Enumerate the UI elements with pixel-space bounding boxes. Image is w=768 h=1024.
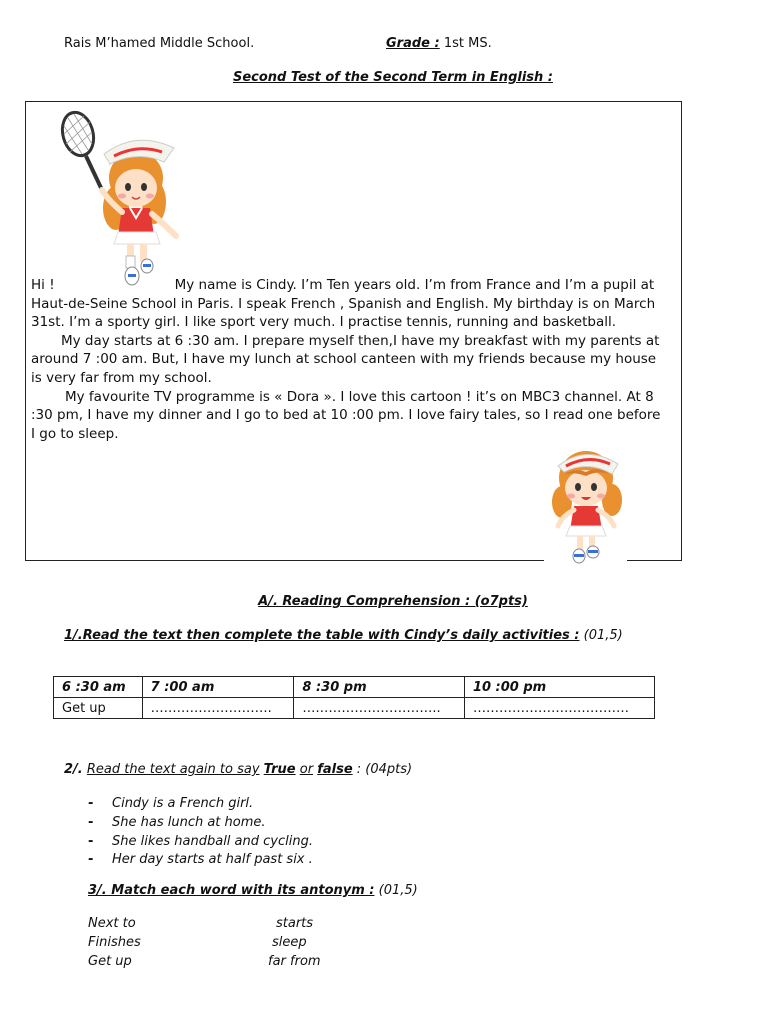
match-left-word: Finishes — [88, 935, 141, 950]
tennis-girl-illustration — [52, 104, 192, 290]
table-cell: ……………………………… — [464, 698, 654, 719]
table-header: 7 :00 am — [142, 677, 294, 698]
passage-intro: My name is Cindy. I’m Ten years old. I’m from France and I’m a pupil at Haut-de-Seine School in Paris. I speak French , Spanish and English. My birthday is on March 31st. I’m a sporty girl. I like sport very much. I practise tennis, running and basketball. — [31, 277, 656, 331]
grade-line — [386, 36, 492, 51]
question-2-number: 2/. — [64, 762, 83, 777]
list-item: - She has lunch at home. — [88, 814, 313, 833]
cheering-girl-illustration — [536, 442, 636, 566]
question-2-false: false — [317, 762, 353, 777]
table-header: 8 :30 pm — [294, 677, 465, 698]
activities-table — [53, 676, 655, 719]
question-1-label: 1/.Read the text then complete the table with Cindy’s daily activities : — [64, 628, 580, 643]
question-1-points: (01,5) — [583, 628, 623, 643]
grade-label: Grade : — [386, 36, 440, 51]
test-title-text: Second Test of the Second Term in English : — [232, 70, 554, 85]
table-header: 6 :30 am — [54, 677, 143, 698]
question-3-points: (01,5) — [378, 883, 418, 898]
list-item: - Cindy is a French girl. — [88, 795, 313, 814]
question-2 — [64, 762, 412, 777]
list-item: - Her day starts at half past six . — [88, 851, 313, 870]
true-false-list — [88, 795, 313, 870]
match-left-word: Next to — [88, 916, 136, 931]
tennis-racket-icon — [58, 109, 102, 190]
question-2-text: Read the text again to say — [86, 762, 260, 777]
match-right-word: starts — [276, 916, 314, 931]
table-cell: ………………………. — [142, 698, 294, 719]
reading-passage — [31, 276, 661, 443]
table-header: 10 :00 pm — [464, 677, 654, 698]
section-a-title-text: A/. Reading Comprehension : (o7pts) — [258, 594, 528, 609]
test-title — [0, 70, 768, 85]
table-cell: ………………………….. — [294, 698, 465, 719]
table-row — [54, 698, 655, 719]
passage-paragraph-1 — [31, 276, 661, 332]
table-cell: Get up — [54, 698, 143, 719]
passage-paragraph-3: My favourite TV programme is « Dora ». I love this cartoon ! it’s on MBC3 channel. At 8 :30 pm, I have my dinner and I go to bed at 10 :00 pm. I love fairy tales, so I read one before I go to sleep. — [31, 388, 661, 442]
question-3-label: 3/. Match each word with its antonym : — [88, 883, 375, 898]
table-header-row — [54, 677, 655, 698]
question-2-true: True — [263, 762, 296, 777]
match-right-word: far from — [268, 954, 321, 969]
grade-value: 1st MS. — [443, 36, 492, 51]
question-1 — [64, 628, 623, 643]
greeting: Hi ! — [31, 277, 55, 293]
section-a-title — [0, 594, 768, 609]
school-name: Rais M’hamed Middle School. — [64, 36, 255, 51]
list-item: - She likes handball and cycling. — [88, 833, 313, 852]
passage-paragraph-2: My day starts at 6 :30 am. I prepare myself then,I have my breakfast with my parents at around 7 :00 am. But, I have my lunch at school canteen with my friends because my house is very far from my school. — [31, 332, 660, 386]
match-left-word: Get up — [88, 954, 132, 969]
question-2-or: or — [299, 762, 314, 777]
question-2-points: : (04pts) — [356, 762, 413, 777]
question-3 — [88, 883, 418, 898]
match-right-word: sleep — [272, 935, 307, 950]
